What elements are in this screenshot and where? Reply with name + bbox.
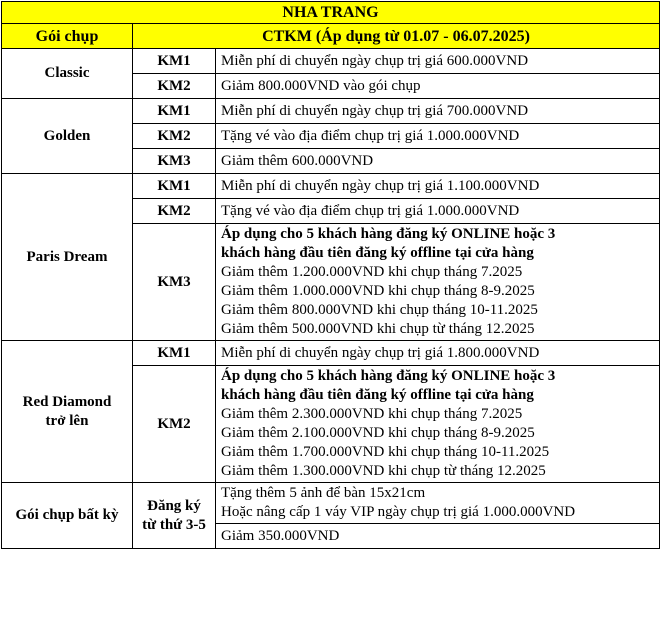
package-golden: Golden [2, 99, 133, 174]
promo-description: Miễn phí di chuyển ngày chụp trị giá 1.800.000VND [216, 341, 660, 366]
promo-description: Tặng vé vào địa điểm chụp trị giá 1.000.000VND [216, 199, 660, 224]
promo-discount-line: Giảm thêm 2.100.000VND khi chụp tháng 8-9.2025 [221, 425, 535, 441]
promo-discount-line: Giảm thêm 1.200.000VND khi chụp tháng 7.2025 [221, 264, 523, 280]
promo-code: KM2 [133, 124, 216, 149]
condition-line: Đăng ký [147, 497, 201, 514]
promo-description: Giảm thêm 600.000VND [216, 149, 660, 174]
package-classic: Classic [2, 49, 133, 99]
promo-code: KM1 [133, 341, 216, 366]
package-column-header: Gói chụp [2, 24, 133, 49]
promo-gift-line: Hoặc nâng cấp 1 váy VIP ngày chụp trị giá 1.000.000VND [221, 504, 576, 520]
promo-code: KM1 [133, 174, 216, 199]
package-paris-dream: Paris Dream [2, 174, 133, 341]
promo-condition-line: khách hàng đầu tiên đăng ký offline tại cửa hàng [221, 245, 534, 261]
promo-description: Miễn phí di chuyển ngày chụp trị giá 700.000VND [216, 99, 660, 124]
promo-description: Giảm 350.000VND [216, 524, 660, 549]
promo-condition-line: Áp dụng cho 5 khách hàng đăng ký ONLINE hoặc 3 [221, 368, 556, 384]
package-any: Gói chụp bất kỳ [2, 483, 133, 549]
table-title: NHA TRANG [2, 2, 660, 24]
promo-condition-line: Áp dụng cho 5 khách hàng đăng ký ONLINE hoặc 3 [221, 226, 556, 242]
promo-code: KM1 [133, 99, 216, 124]
package-name-line: trở lên [45, 412, 89, 429]
promo-description: Tặng vé vào địa điểm chụp trị giá 1.000.000VND [216, 124, 660, 149]
promo-code: KM2 [133, 366, 216, 483]
table-row [2, 99, 660, 124]
promo-discount-line: Giảm thêm 1.000.000VND khi chụp tháng 8-9.2025 [221, 283, 535, 299]
promo-discount-line: Giảm thêm 1.700.000VND khi chụp tháng 10-11.2025 [221, 444, 550, 460]
package-red-diamond [2, 341, 133, 483]
promo-description [216, 224, 660, 341]
promo-description [216, 483, 660, 524]
promo-discount-line: Giảm thêm 800.000VND khi chụp tháng 10-11.2025 [221, 302, 538, 318]
promo-description: Miễn phí di chuyển ngày chụp trị giá 600.000VND [216, 49, 660, 74]
promo-code: KM1 [133, 49, 216, 74]
promo-description: Giảm 800.000VND vào gói chụp [216, 74, 660, 99]
promo-condition-line: khách hàng đầu tiên đăng ký offline tại cửa hàng [221, 387, 534, 403]
table-row [2, 49, 660, 74]
promo-discount-line: Giảm thêm 1.300.000VND khi chụp từ tháng 12.2025 [221, 463, 546, 479]
package-name-line: Red Diamond [22, 393, 112, 410]
promo-code: KM3 [133, 149, 216, 174]
promo-description [216, 366, 660, 483]
promo-column-header: CTKM (Áp dụng từ 01.07 - 06.07.2025) [133, 24, 660, 49]
promo-condition [133, 483, 216, 549]
table-row [2, 174, 660, 199]
condition-line: từ thứ 3-5 [142, 516, 206, 533]
table-row [2, 341, 660, 366]
promo-gift-line: Tặng thêm 5 ảnh để bàn 15x21cm [221, 485, 426, 501]
promo-description: Miễn phí di chuyển ngày chụp trị giá 1.100.000VND [216, 174, 660, 199]
title-row [2, 2, 660, 24]
promo-code: KM3 [133, 224, 216, 341]
promo-code: KM2 [133, 199, 216, 224]
promo-table [1, 1, 660, 549]
table-row [2, 483, 660, 524]
header-row [2, 24, 660, 49]
promo-discount-line: Giảm thêm 500.000VND khi chụp từ tháng 12.2025 [221, 321, 535, 337]
promo-code: KM2 [133, 74, 216, 99]
promo-discount-line: Giảm thêm 2.300.000VND khi chụp tháng 7.2025 [221, 406, 523, 422]
